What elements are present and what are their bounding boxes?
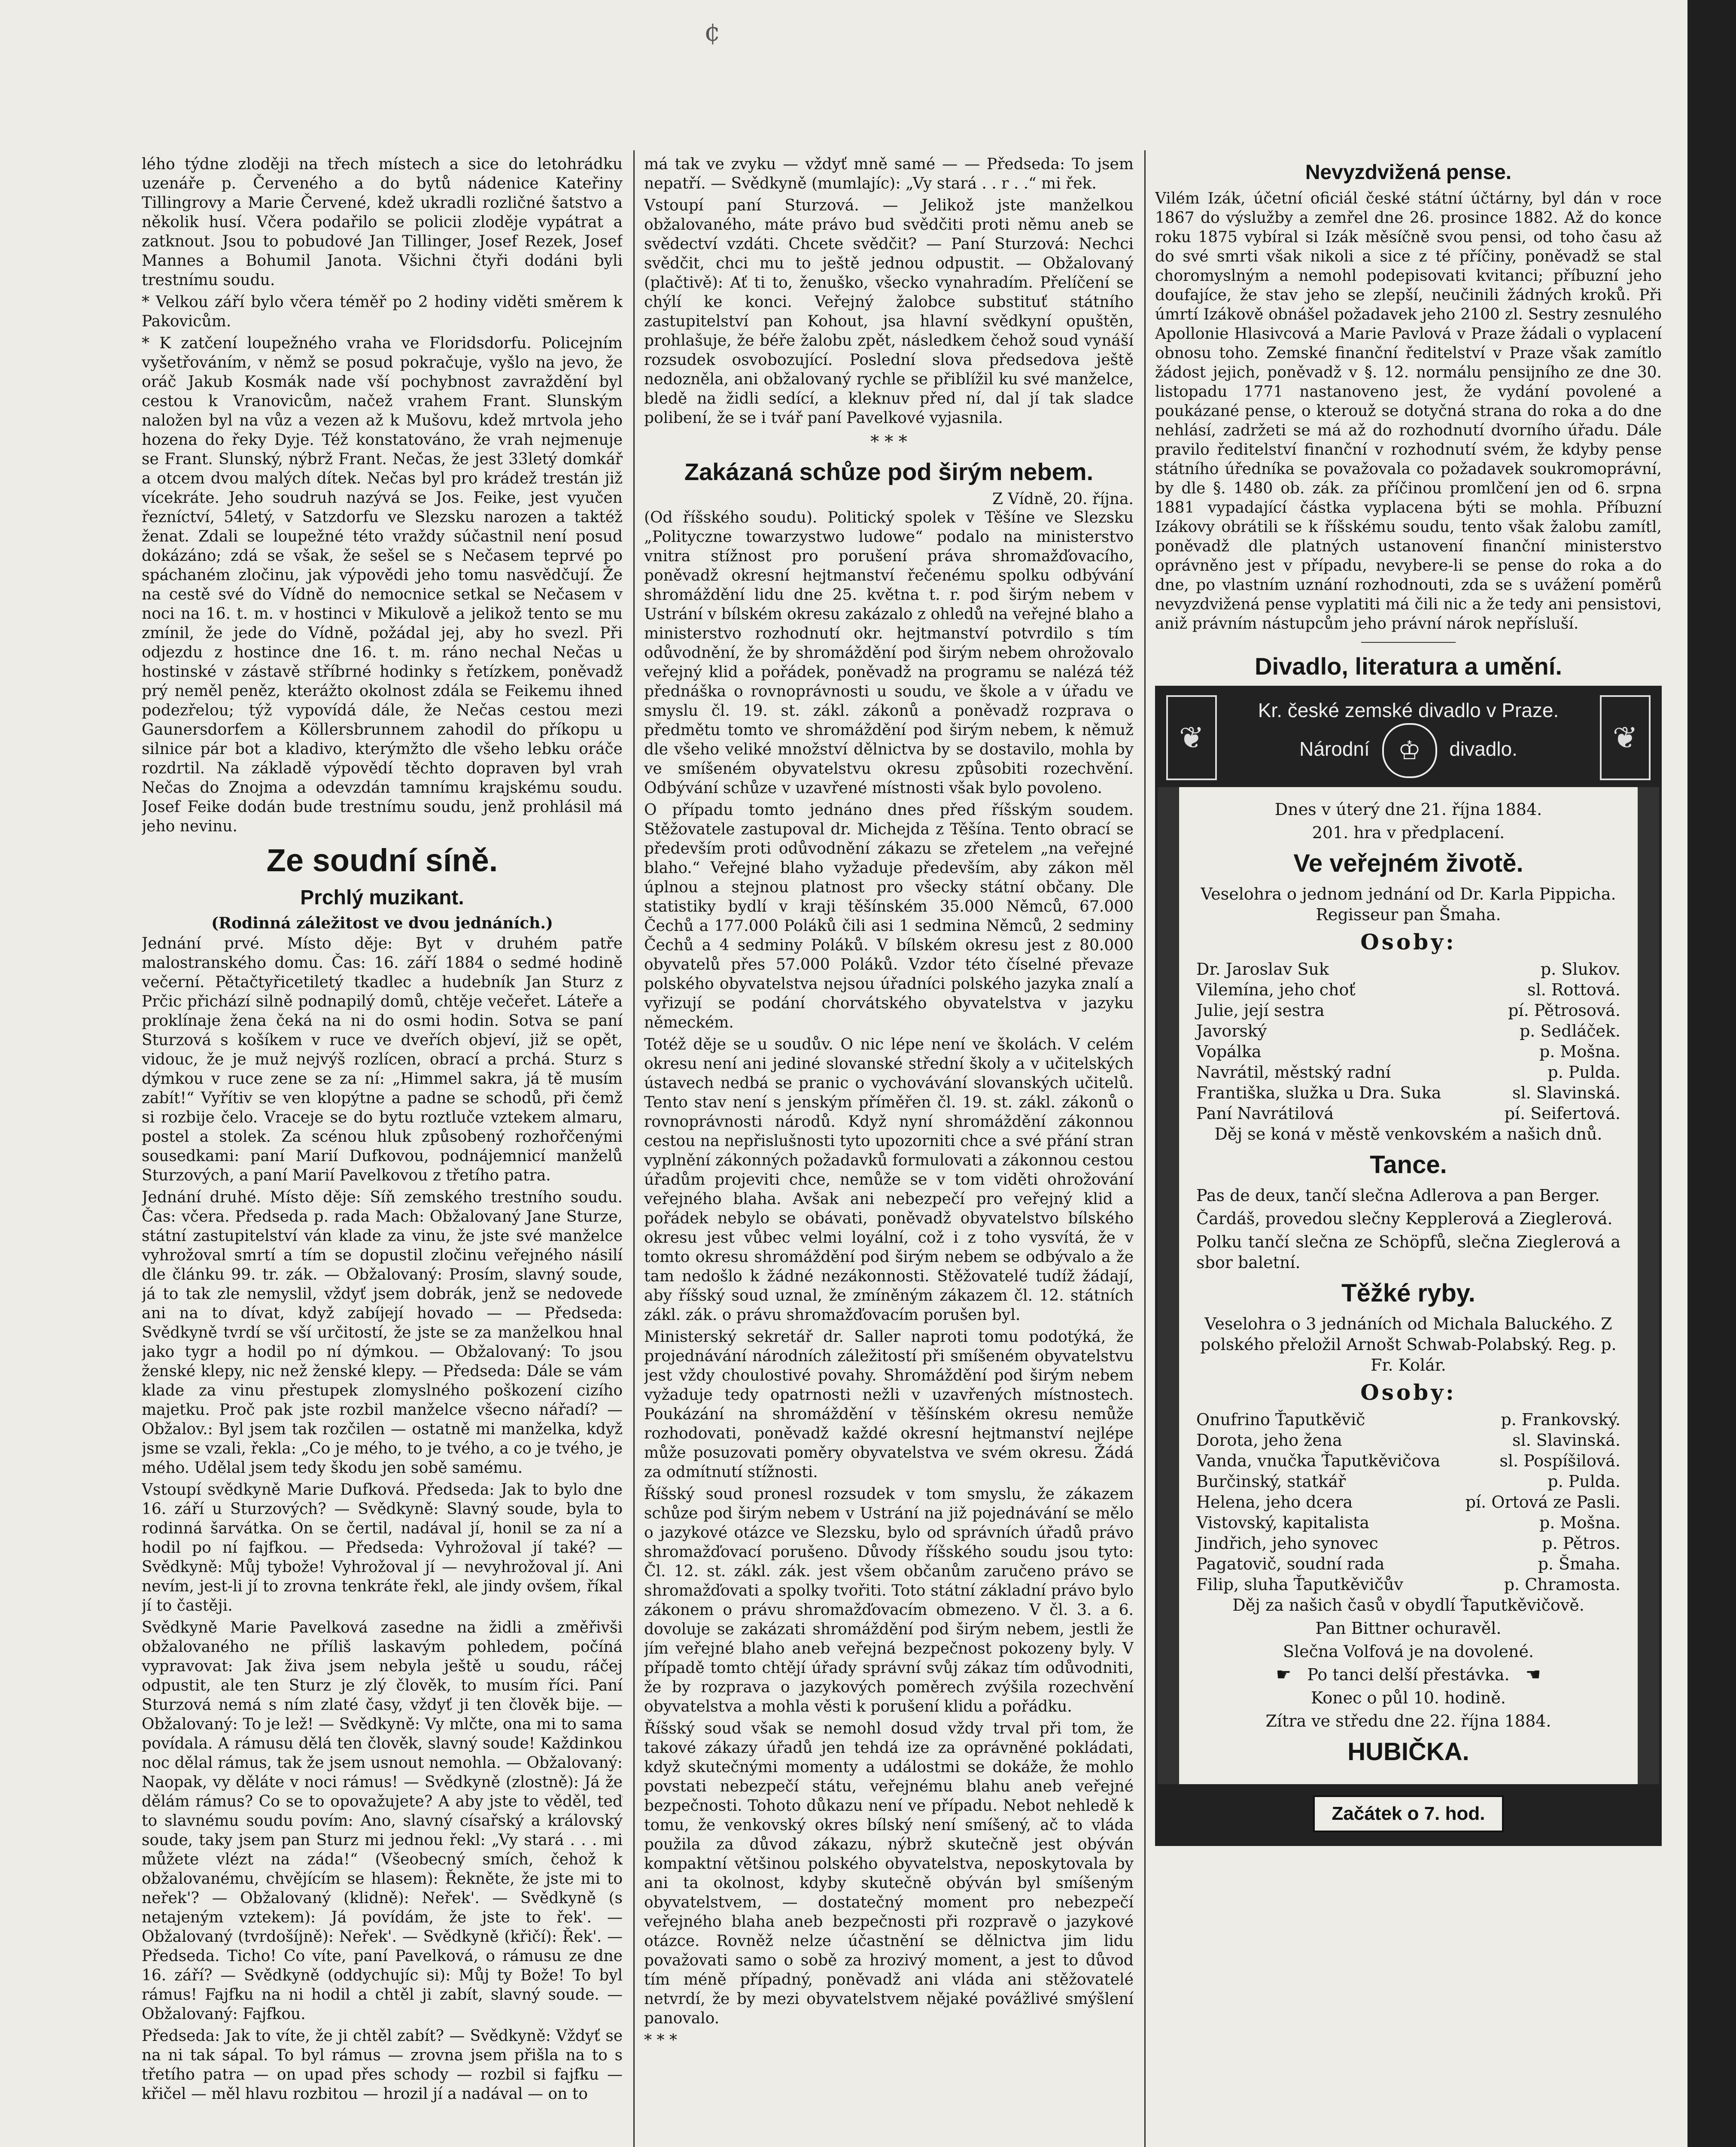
cast-role: Vopálka	[1196, 1042, 1262, 1061]
article-paragraph: Vstoupí paní Sturzová. — Jelikož jste manželkou obžalovaného, máte právo bud svědčiti proti němu aneb se svědectví vzdáti. Chcete svědčit? — Paní Sturzová: Nechci svědčit, chci mu to ještě jednou odpustit. — Obžalovaný (plačtivě): Ať ti to, ženuško, všecko vynahradím. Přelíčení se chýlí ke konci. Veřejný žalobce substituť státního zastupitelství pan Kohout, jsa hlavní svědkyní opuštěn, prohlašuje, že béře žalobu zpět, následkem čehož soud vynáší rozsudek osvobozující. Poslední slova předsedova ještě nedozněla, ani obžalovaný rychle se přiblížil ku své manželce, bledě na židli sedící, a kleknuv před ní, dal jí tak sladce polibení, že se i tvář paní Pavelkové vyjasnila.	[644, 197, 1134, 427]
article-paragraph: Říšský soud však se nemohl dosud vždy trval při tom, že takové zákazy úřadů jen tehdá ize za oprávněné pokládati, když skutečnými momenty a událostmi se dokáže, že mohlo povstati nebezpečí státu, veřejnému blahu aneb veřejné bezpečnosti. Tohoto důkazu není ve případu. Nebot nehledě k tomu, že venkovský okres bílský není smíšený, ač to vláda použila za důvod zákazu, nýbrž skutečně jest obýván kompaktní většinou polského obyvatelstva, neposkytovala by ani ta okolnost, kdyby skutečně obýván byl smíšeným obyvatelstvem, — dostatečný moment pro nebezpečí veřejného blaha aneb bezpečnosti při rozpravě o jazykové otázce. Rovněž nelze účastnění se dělnictva jim lidu považovati samo o sobě za hrozivý moment, a jest to důvod tím méně případný, poněvadž ani vláda ani stěžovatelé netvrdí, že by mezi obyvatelstvem nějaké povážlivé smýšlení panovalo.	[644, 1720, 1134, 2027]
dance-item: Pas de deux, tančí slečna Adlerova a pan Berger.	[1196, 1186, 1600, 1205]
dance-heading: Tance.	[1370, 1151, 1447, 1179]
article-paragraph: (Od říšského soudu). Politický spolek v Těšíne ve Slezsku „Polityczne towarzystwo ludowe“ podalo na ministerstvo vnitra stížnost pro porušení práva shromažďovacího, poněvadž okresní hejtmanství řečenému spolku odbývání shromáždění lidu dne 25. května t. r. pod širým nebem v Ustrání v bílském okresu zakázalo z ohledů na veřejné blaho a ministerstvo rozhodnutí okr. hejtmanství potvrdilo s tím odůvodnění, že by shromáždění pod širým nebem ohrožovalo veřejný klid a pořádek, poněvadž na programu se nalézá též přednáška o rovnoprávnosti u soudu, ve škole a v úřadu ve smyslu čl. 19. st. zákl. zákonů a poněvadž rozprava o předmětu tomto ve shromáždění pod širým nebem, k němuž dle všeho veliké množství dělnictva by se dostavilo, mohla by ve smíšeném obyvatelstvu okresu způsobiti rozechvění. Odbývání schůze v uzavřené místnosti však bylo povoleno.	[644, 509, 1134, 797]
next-performance: Zítra ve středu dne 22. října 1884.	[1265, 1712, 1551, 1730]
scan-border	[1687, 0, 1736, 2147]
cast-actor: sl. Slavinská.	[1512, 1083, 1620, 1102]
cast-actor: p. Sedláček.	[1519, 1022, 1620, 1040]
cast-actor: p. Šmaha.	[1538, 1554, 1620, 1573]
cast-row	[1196, 1471, 1620, 1492]
news-paragraph: * K zatčení loupežného vraha ve Floridsdorfu. Policejním vyšetřováním, v němž se posud pokračuje, vyšlo na jevo, že oráč Jakub Kosmák nade vší pochybnost zavraždění byl cestou k Vranovicům, načež vrahem Frant. Slunským naložen byl na vůz a vezen až k Mušovu, kdež mrtvola jeho hozena do řeky Dyje. Též konstatováno, že vrah nejmenuje se Frant. Slunský, nýbrž Frant. Nečas, že jest 33letý domkář a otcem dvou malých dítek. Nečas byl pro krádež trestán již vícekráte. Jeho soudruh nazývá se Jos. Feike, jest vyučen řezníctví, 54letý, v Satzdorfu ve Slezsku narozen a taktéž ženat. Zdali se loupežné této vraždy súčastnil není posud dokázáno; zdá se však, že sešel se s Nečasem teprvé po spáchaném zločinu, jak výpovědi jeho tomu nasvědčují. Že na cestě své do Vídně do nemocnice setkal se Nečasem v noci na 16. t. m. v hostinci v Mikulově a jelikož tento se mu zmínil, že jede do Vídně, požádal jej, aby ho svezl. Při odjezdu z hostince dne 16. t. m. ráno nechal Nečas u hostinské v zástavě stříbrné hodinky s řetízkem, poněvadž prý neměl peněz, kterážto okolnost zdála se Feikemu ihned podezřelou; týž vypovídá dále, že Nečas cestou mezi Gaunersdorfem a Köllersbrunnem zahodil do příkopu u silnice pár bot a kladivo, kterýmžto dle všeho lebku oráče rozdrtil. Na základě výpovědí těchto dopraven byl vrah Nečas do Znojma a odevzdán tamnímu krajskému soudu. Josef Feike dodán bude trestnímu soudu, jenž prohlásil má jeho nevinu.	[142, 335, 623, 835]
cast-row	[1196, 1000, 1620, 1021]
article-paragraph: Říšský soud pronesl rozsudek v tom smyslu, že zákazem schůze pod širým nebem v Ustrání na již pojednávání se mělo o jazykové otázce ve Slezsku, bylo od správních úřadů právo shromažďovací porušeno. Důvody říšského soudu jsou tyto: Čl. 12. st. zákl. zák. jest všem občanům zaručeno právo se shromažďovati a spolky tvořiti. Toto státní základní právo bylo zákonem o právu shromažďovacím obmezeno. V čl. 3. a 6. dovoluje se zakázati shromáždění pod širým nebem, jestli že jím veřejné blaho aneb veřejná bezpečnost pokozeny byly. V případě tomto chtějí úřady správní svůj zákaz tím odůvodniti, že by rozprava o jazykových poměrech zvýšila rozechvění obyvatelstva a mohla věsti k porušení klidu a pořádku.	[644, 1485, 1134, 1715]
article-paragraph: Předseda: Jak to víte, že ji chtěl zabít? — Svědkyně: Vždyť se na ni tak sápal. To byl rámus — zrovna jsem přišla na to s třetího patra — on upad přes schody — rozbil si fajfku — křičel — měl hlavu rozbitou — hrozil jí a nadával — on to	[142, 2027, 623, 2103]
cast-role: Onufrino Ťaputkěvič	[1196, 1410, 1365, 1429]
theatre-announcement	[1155, 686, 1662, 1846]
cast-row	[1196, 979, 1620, 1000]
cast-list	[1196, 1409, 1620, 1595]
ornament-icon: ❦	[1166, 695, 1217, 780]
column-rule	[1144, 150, 1146, 2147]
start-time-label: Začátek o 7. hod.	[1313, 1795, 1504, 1832]
cast-role: Filip, sluha Ťaputkěvičův	[1196, 1575, 1404, 1594]
dance-item: Polku tančí slečna ze Schöpfů, slečna Zieglerová a sbor baletní.	[1196, 1232, 1620, 1272]
cast-role: Paní Navrátilová	[1196, 1104, 1334, 1123]
notice: Konec o půl 10. hodině.	[1311, 1688, 1506, 1707]
news-paragraph: lého týdne zloději na třech místech a sice do letohrádku uzenáře p. Červeného a do bytů nádenice Kateřiny Tillingrovy a Marie Červené, kdež ukradli rozličné šatstvo a několik husí. Včera podařilo se policii zloděje vypátrat a zatknout. Jsou to pobudové Jan Tillinger, Josef Rezek, Josef Mannes a Bohumil Janota. Všichni čtyři dodáni byli trestnímu soudu.	[142, 155, 623, 289]
cast-actor: p. Pulda.	[1548, 1472, 1620, 1491]
article-subtitle: (Rodinná záležitost ve dvou jednáních.)	[211, 914, 553, 932]
cast-row	[1196, 959, 1620, 979]
page-mark: ¢	[704, 17, 721, 47]
crest-icon: ♔	[1382, 723, 1437, 778]
cast-row	[1196, 1430, 1620, 1451]
cast-role: Vilemína, jeho choť	[1196, 980, 1356, 999]
cast-role: Julie, její sestra	[1196, 1001, 1325, 1020]
cast-row	[1196, 1492, 1620, 1512]
cast-role: Vistovský, kapitalista	[1196, 1513, 1369, 1532]
cast-role: Burčinský, statkář	[1196, 1472, 1346, 1491]
cast-row	[1196, 1021, 1620, 1041]
cast-role: Helena, jeho dcera	[1196, 1493, 1353, 1511]
cast-role: Františka, služka u Dra. Suka	[1196, 1083, 1441, 1102]
section-heading: Ze soudní síně.	[266, 842, 498, 878]
pointing-hand-icon: ☛	[1276, 1665, 1292, 1685]
section-heading: Divadlo, literatura a umění.	[1255, 653, 1562, 680]
column-rule	[633, 150, 635, 2147]
notice: ☛ Po tanci delší přestávka. ☚	[1196, 1664, 1620, 1685]
cast-actor: p. Pětros.	[1542, 1534, 1620, 1553]
theatre-name-line2: Národní	[1299, 738, 1370, 760]
article-paragraph: Totéž děje se u soudův. O nic lépe není ve školách. V celém okresu není ani jediné slovanské střední školy a v učitelských ústavech nedbá se pranic o vychovávání slovanských učitelů. Tento stav není s jenským příměřen čl. 19. st. zákl. zákonů o rovnoprávnosti národů. Když nyní shromáždění zákonnou cestou na nepřislušnosti tyto upozorniti chce a své přání stran vyplnění zákonných požadavků formulovati a zákonnou cestou úřadům projeviti chce, nemůže se v tom viděti ohrožování veřejného blaha. Avšak ani nebezpečí pro veřejný klid a pořádek nebylo se obávati, poněvadž obyvatelstvo bílského okresu jest vůbec velmi loyální, což i z toho vysvítá, že v tomto okresu shromáždění pod širým nebem se odbývalo a že tam nedošlo k žádné nezákonnosti. Stěžovatelé tudíž žádají, aby říšský soud uznal, že zmíněným zákazem čl. 12. státních zákl. zák. o právu shromažďovacím porušen byl.	[644, 1036, 1134, 1324]
cast-role: Vanda, vnučka Ťaputkěvičova	[1196, 1451, 1441, 1470]
cast-row	[1196, 1409, 1620, 1430]
article-title: Prchlý muzikant.	[300, 886, 464, 909]
cast-row	[1196, 1041, 1620, 1062]
ornament-icon: ❦	[1600, 695, 1651, 780]
article-paragraph: Ministerský sekretář dr. Saller naproti tomu podotýká, že projednávání národních záležitostí při smíšeném obyvatelstvu jest vždy choulostivé povahy. Shromáždění pod širým nebem vyžaduje tedy opatrnosti nežli v uzavřených místnostech. Poukázání na shromáždění v těšínském okresu nemůže rozhodovati, poněvadž každé okresní hejtmanství nejlépe může posuzovati poměry obyvatelstva ve svém okresu. Žádá za odmítnutí stížnosti.	[644, 1328, 1134, 1481]
cast-heading: Osoby:	[1360, 1380, 1456, 1405]
play-title: Těžké ryby.	[1341, 1279, 1475, 1307]
cast-row	[1196, 1574, 1620, 1595]
cast-role: Dr. Jaroslav Suk	[1196, 960, 1329, 979]
performance-date: Dnes v úterý dne 21. října 1884.	[1274, 800, 1542, 819]
cast-actor: pí. Pětrosová.	[1508, 1001, 1620, 1020]
theatre-footer	[1158, 1784, 1659, 1843]
article-paragraph: O případu tomto jednáno dnes před říšským soudem. Stěžovatele zastupoval dr. Michejda z Těšína. Tento obrací se především proti odůvodnění zákazu se zřetelem „na veřejné blaho.“ Veřejné blaho vyžaduje především, aby zákon měl úplnou a stejnou platnost pro všecky státní občany. Dle statistiky bydlí v kraji těšínském 35.000 Němců, 67.000 Čechů a 177.000 Poláků čili asi 1 sedmina Němců, 2 sedminy Čechů a 4 sedminy Poláků. V bílském okresu jest z 80.000 obyvatelů přes 57.000 Poláků. Vzdor této číselné převaze polského obyvatelstva nejsou úřadníci polského jazyka znalí a vyřizují se podání chorvátského obyvatelstva v jazyku německém.	[644, 801, 1134, 1031]
cast-row	[1196, 1062, 1620, 1083]
cast-actor: pí. Ortová ze Pasli.	[1465, 1493, 1620, 1511]
article-title: Zakázaná schůze pod širým nebem.	[684, 458, 1094, 485]
play-title: Ve veřejném životě.	[1293, 849, 1523, 877]
article-paragraph: Jednání prvé. Místo děje: Byt v druhém patře malostranského domu. Čas: 16. září 1884 o sedmé hodině večerní. Pětačtyřicetiletý tkadlec a hudebník Jan Sturz z Prčic přichází silně podnapilý domů, chtěje večeřet. Láteře a proklínaje žena čeká na ni do osmi hodin. Sotva se paní Sturzová s košíkem v ruce ve dveřích objeví, již se opět, vidouc, že je muž nejvýš rozlícen, obrací a prchá. Sturz s dýmkou v ruce zene se za ní: „Himmel sakra, já tě musím zabít!“ Vyřítiv se ven klopýtne a padne se schodů, při čemž si rozbije čelo. Vraceje se do bytu roztluče vztekem almaru, postel a stolek. Za scénou hluk způsobený rozhořčenými sousedkami: paní Marií Dufkovou, podnájemnicí manželů Sturzových, a paní Marií Pavelkovou z třetího patra.	[142, 935, 623, 1184]
notice: Pan Bittner ochuravěl.	[1315, 1619, 1502, 1638]
cast-row	[1196, 1451, 1620, 1471]
divider	[1361, 642, 1456, 643]
play-note: Děj za našich časů v obydlí Ťaputkěvičově.	[1232, 1596, 1584, 1615]
cast-actor: pí. Seifertová.	[1504, 1104, 1620, 1123]
column-middle	[644, 155, 1134, 2147]
cast-actor: p. Pulda.	[1548, 1063, 1620, 1082]
cast-role: Navrátil, městský radní	[1196, 1063, 1391, 1082]
cast-actor: p. Frankovský.	[1501, 1410, 1620, 1429]
cast-row	[1196, 1533, 1620, 1554]
dance-item: Čardáš, provedou slečny Kepplerová a Zieglerová.	[1196, 1209, 1613, 1228]
cast-actor: sl. Pospíšilová.	[1499, 1451, 1620, 1470]
cast-actor: p. Mošna.	[1539, 1042, 1620, 1061]
cast-role: Jindřich, jeho synovec	[1196, 1534, 1378, 1553]
separator-stars: * * *	[870, 432, 907, 452]
cast-row	[1196, 1554, 1620, 1574]
cast-role: Dorota, jeho žena	[1196, 1431, 1342, 1450]
play-description: Veselohra o 3 jednáních od Michala Baluckého. Z polského přeložil Arnošt Schwab-Polabský. Reg. p. Fr. Kolár.	[1200, 1314, 1617, 1375]
cast-row	[1196, 1512, 1620, 1533]
cast-list	[1196, 959, 1620, 1124]
cast-row	[1196, 1103, 1620, 1124]
article-paragraph: Vstoupí svědkyně Marie Dufková. Předseda: Jak to bylo dne 16. září u Sturzových? — Svědkyně: Slavný soude, byla to rodinná šarvátka. On se čertil, nadával jí, honil se za ní a hodil po ní fajfkou. — Předseda: Vyhrožoval jí také? — Svědkyně: Můj tybože! Vyhrožoval jí — nevyhrožoval jí. Ani nevím, jest-li jí to zrovna tenkráte řekl, ale jindy ovšem, říkal jí to častěji.	[142, 1481, 623, 1615]
column-left	[142, 155, 623, 2147]
theatre-body	[1158, 787, 1659, 1784]
article-paragraph: * * *	[644, 2031, 677, 2049]
pointing-hand-icon: ☚	[1525, 1665, 1541, 1685]
cast-actor: p. Chramosta.	[1504, 1575, 1620, 1594]
article-paragraph: Jednání druhé. Místo děje: Síň zemského trestního soudu. Čas: včera. Předseda p. rada Mach: Obžalovaný Jane Sturze, státní zastupitelství ván klade za vinu, že jste své manželce vyhrožoval smrtí a tím se dopustil zločinu veřejného násilí dle článku 99. tr. zák. — Obžalovaný: Prosím, slavný soude, já to tak zle nemyslil, vždyť jsem dobrák, jenž se nedovede ani na to dívat, když zabíjejí hovado — — Předseda: Svědkyně tvrdí se vší určitostí, že jste se za manželkou hnal jako tygr a hodil po ní dýmkou. — Obžalovaný: To jsou ženské klepy, nic než ženské klepy. — Předseda: Dále se vám klade za vinu přestupek zlomyslného poškození cizího majetku. Proč pak jste rozbil manželce všecno nářadí? — Obžalov.: Byl jsem tak rozčilen — ostatně mi manželka, když jsme se vzali, řekla: „Co je mého, to je tvého, a co je tvého, je mého. Udělal jsem tedy škodu jen sobě samému.	[142, 1189, 623, 1477]
cast-actor: p. Mošna.	[1539, 1513, 1620, 1532]
theatre-banner	[1158, 688, 1659, 787]
cast-actor: sl. Rottová.	[1527, 980, 1620, 999]
column-right	[1155, 155, 1662, 2147]
dateline: Z Vídně, 20. října.	[992, 490, 1134, 508]
article-paragraph: má tak ve zvyku — vždyť mně samé — — Předseda: To jsem nepatří. — Svědkyně (mumlajíc): „Vy stará . . r . .“ mi řek.	[644, 155, 1134, 192]
article-paragraph: Vilém Izák, účetní oficiál české státní účtárny, byl dán v roce 1867 do výslužby a zemřel dne 26. prosince 1882. Až do konce roku 1875 vybíral si Izák měsíčně svou pensi, od toho času až do své smrti však nikoli a sice z té příčiny, poněvadž se stal choromyslným a nemohl podepisovati kvitanci; příbuzní jeho doufajíce, že stav jeho se zlepší, neučinili žádných kroků. Při úmrtí Izákově obnášel požadavek jeho 2100 zl. Sestry zesnulého Apollonie Hlasivcová a Marie Pavlová v Praze žádali o vyplacení obnosu toho. Zemské finanční ředitelství v Praze však zamítlo žádost jejich, poněvadž v §. 12. normálu pensijního ze dne 30. listopadu 1771 nastanoveno jest, že vydání povolené a poukázané pense, o kterouž se dotyčná strana do roka a do dne nehlásí, zadržeti se má až do rozhodnutí dvorního úřadu. Dále pravilo ředitelství finanční v rozhodnutí svém, že kdyby pense státního úředníka se považovala co požadavek soukromoprávní, by dle §. 1480 ob. zák. za příčinou promlčení jen od 6. srpna 1881 vypadající částka vyplacena býti se mohla. Příbuzní Izákovy obrátili se k říšskému soudu, tento však žalobu zamítl, poněvadž dle platných ustanovení finanční ministerstvo oprávněno jest v případu, nevybere-li se pense do roka a do dne, po vlastním uznání rozhodnouti, zda se s uvážení poměrů nevyzdvižená pense vyplatiti má čili nic a že tedy ani pensistovi, aniž právním nástupcům jeho právní nárok nepřísluší.	[1155, 190, 1662, 633]
article-title: Nevyzdvižená pense.	[1305, 161, 1512, 184]
theatre-name-line1: Kr. české zemské divadlo v Praze.	[1258, 699, 1559, 721]
cast-heading: Osoby:	[1360, 929, 1456, 955]
article-paragraph: Svědkyně Marie Pavelková zasedne na židli a změřivši obžalovaného ne příliš laskavým pohledem, počíná vypravovat: Jak živa jsem nebyla ještě u soudu, ráčej odpustit, ale ten Sturz je zlý člověk, to musím říci. Paní Sturzová nemá s ním zlaté časy, vždyť ji ten člověk bije. — Obžalovaný: To je lež! — Svědkyně: Vy mlčte, ona mi to sama povídala. A rámusu dělá ten člověk, slavný soude! Každinkou noc dělal rámus, tak že jsem usnout nemohla. — Obžalovaný: Naopak, vy děláte v noci rámus! — Svědkyně (zlostně): Já že dělám rámus? Co se to opovažujete? A aby jste to věděl, teď to slavnému soudu povím: Ano, slavný císařský a královský soude, taky jsem pan Sturz mi jednou řekl: „Vy stará . . . mi můžete vlézt na záda!“ (Všeobecný smích, čehož k obžalovanému, chvějícím se hlasem): Řekněte, že jste mi to neřek'? — Obžalovaný (klidně): Neřek'. — Svědkyně (s netajeným vztekem): Já povídám, že jste to řek'. — Obžalovaný (tvrdošíjně): Neřek'. — Svědkyně (křičí): Řek'. — Předseda. Ticho! Co víte, paní Pavelková, o rámusu ze dne 16. září? — Svědkyně (oddychujíc si): Můj ty Bože! To byl rámus! Fajfku na ni hodil a chtěl ji zabít, slavný soude. — Obžalovaný: Fajfkou.	[142, 1619, 623, 2023]
performance-number: 201. hra v předplacení.	[1312, 823, 1505, 842]
play-description: Veselohra o jednom jednání od Dr. Karla Pippicha. Regisseur pan Šmaha.	[1201, 885, 1616, 924]
cast-row	[1196, 1083, 1620, 1103]
cast-actor: p. Slukov.	[1540, 960, 1620, 979]
news-paragraph: * Velkou září bylo včera téměř po 2 hodiny viděti směrem k Pakovicům.	[142, 293, 623, 330]
theatre-name-line2b: divadlo.	[1449, 738, 1517, 760]
cast-role: Javorský	[1196, 1022, 1267, 1040]
cast-actor: sl. Slavinská.	[1512, 1431, 1620, 1450]
play-note: Děj se koná v městě venkovském a našich dnů.	[1214, 1125, 1602, 1143]
notice: Slečna Volfová je na dovolené.	[1283, 1642, 1534, 1661]
next-play-title: HUBIČKA.	[1347, 1738, 1469, 1766]
cast-role: Pagatovič, soudní rada	[1196, 1554, 1385, 1573]
